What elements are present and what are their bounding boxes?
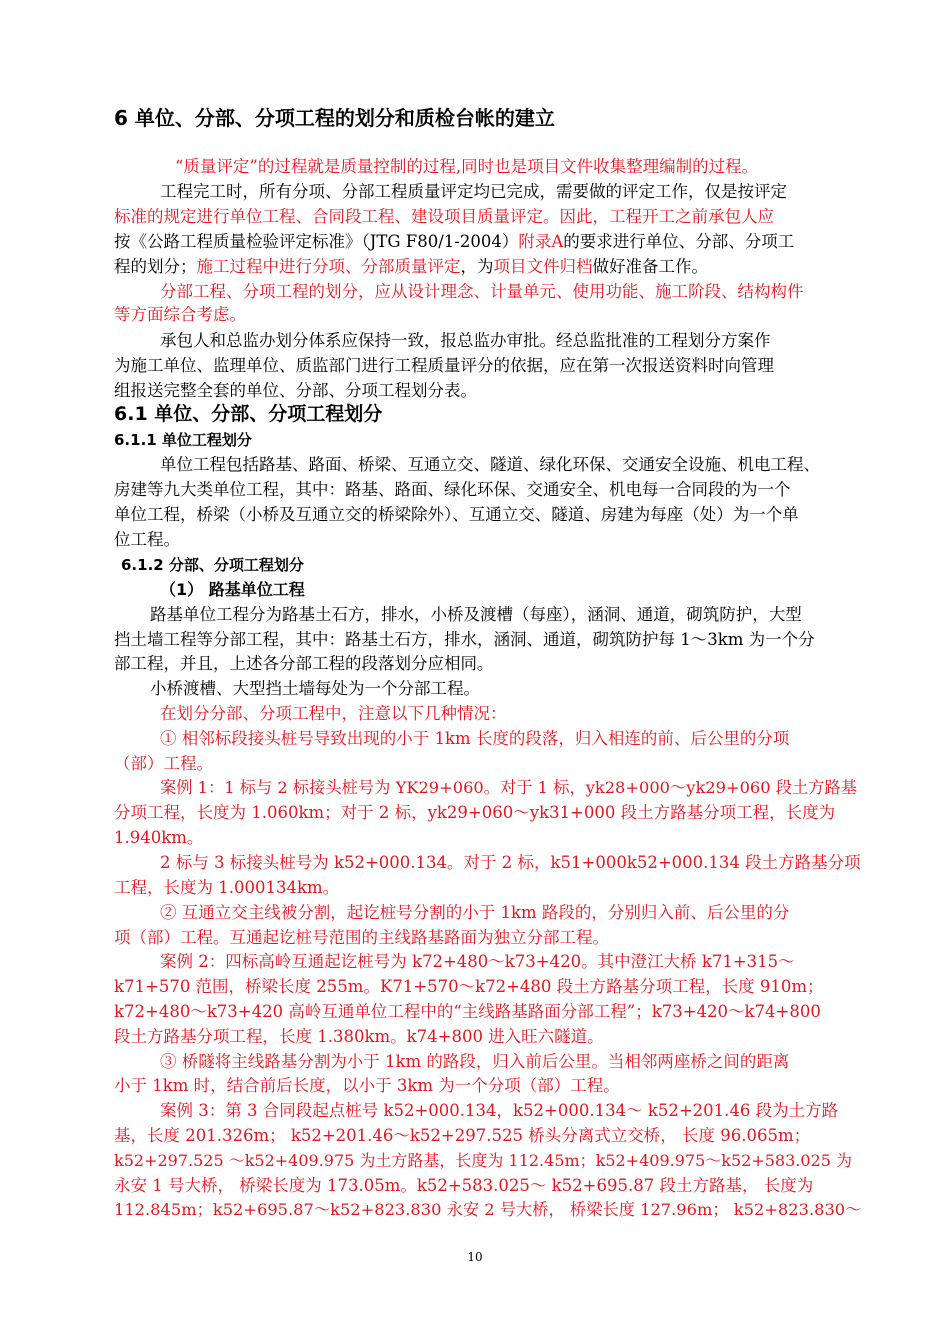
paragraph-line: ① 相邻标段接头桩号导致出现的小于 1km 长度的段落，归入相连的前、后公里的分项	[160, 729, 790, 748]
subsection-heading-1: （1） 路基单位工程	[160, 580, 305, 599]
text-span: 附录A	[518, 232, 564, 251]
paragraph-line	[114, 255, 708, 279]
paragraph-line: 1.940km。	[114, 828, 204, 847]
section-heading-6: 6 单位、分部、分项工程的划分和质检台帐的建立	[114, 106, 555, 130]
paragraph-line: 组报送完整全套的单位、分部、分项工程划分表。	[114, 381, 477, 400]
paragraph-line: 工程完工时，所有分项、分部工程质量评定均已完成，需要做的评定工作，仅是按评定	[160, 182, 787, 201]
paragraph-line: 2 标与 3 标接头桩号为 k52+000.134。对于 2 标，k51+000k52+000.134 段土方路基分项	[160, 853, 861, 872]
paragraph-line: 分项工程，长度为 1.060km；对于 2 标，yk29+060～yk31+000 段土方路基分项工程，长度为	[114, 803, 836, 822]
page-number: 10	[467, 1250, 483, 1264]
paragraph-line: 单位工程，桥梁（小桥及互通立交的桥梁除外）、互通立交、隧道、房建为每座（处）为一个单	[114, 505, 799, 524]
section-heading-6-1-2: 6.1.2 分部、分项工程划分	[121, 556, 304, 574]
paragraph-line: 承包人和总监办划分体系应保持一致，报总监办审批。经总监批准的工程划分方案作	[160, 331, 771, 350]
paragraph-line: 房建等九大类单位工程，其中：路基、路面、绿化环保、交通安全、机电每一合同段的为一个	[114, 480, 791, 499]
text-span: ，为	[460, 257, 494, 276]
paragraph-line: 基，长度 201.326m； k52+201.46～k52+297.525 桥头分离式立交桥， 长度 96.065m；	[114, 1126, 811, 1145]
paragraph-line: 段土方路基分项工程，长度 1.380km。k74+800 进入旺六隧道。	[114, 1027, 604, 1046]
text-span: 做好准备工作。	[592, 257, 708, 276]
paragraph-line: 等方面综合考虑。	[114, 305, 246, 324]
paragraph-line: 为施工单位、监理单位、质监部门进行工程质量评分的依据，应在第一次报送资料时向管理	[114, 356, 774, 375]
paragraph-line: ③ 桥隧将主线路基分割为小于 1km 的路段，归入前后公里。当相邻两座桥之间的距离	[160, 1052, 790, 1071]
text-span: 程的划分；	[114, 257, 197, 276]
paragraph-line: 位工程。	[114, 530, 180, 549]
paragraph-line: 在划分分部、分项工程中，注意以下几种情况：	[160, 704, 507, 723]
paragraph-line: 挡土墙工程等分部工程，其中：路基土石方，排水，涵洞、通道，砌筑防护每 1～3km 为一个分	[114, 630, 815, 649]
paragraph-line: 小于 1km 时，结合前后长度，以小于 3km 为一个分项（部）工程。	[114, 1076, 620, 1095]
paragraph-line: k72+480～k73+420 高岭互通单位工程中的“主线路基路面分部工程”；k73+420～k74+800	[114, 1002, 821, 1021]
paragraph-line: 案例 1：1 标与 2 标接头桩号为 YK29+060。对于 1 标，yk28+000～yk29+060 段土方路基	[160, 778, 858, 797]
paragraph-line: k52+297.525 ～k52+409.975 为土方路基，长度为 112.45m；k52+409.975～k52+583.025 为	[114, 1151, 853, 1170]
paragraph-line: 标准的规定进行单位工程、合同段工程、建设项目质量评定。因此，工程开工之前承包人应	[114, 207, 774, 226]
paragraph-line: k71+570 范围，桥梁长度 255m。K71+570～k72+480 段土方路基分项工程，长度 910m；	[114, 977, 824, 996]
text-span: 施工过程中进行分项、分部质量评定	[196, 257, 461, 276]
section-heading-6-1: 6.1 单位、分部、分项工程划分	[114, 403, 383, 425]
paragraph-line: 案例 3：第 3 合同段起点桩号 k52+000.134，k52+000.134～ k52+201.46 段为土方路	[160, 1101, 839, 1120]
paragraph-line: 案例 2：四标高岭互通起讫桩号为 k72+480～k73+420。其中澄江大桥 k71+315～	[160, 952, 795, 971]
paragraph-line: ② 互通立交主线被分割，起讫桩号分割的小于 1km 路段的，分别归入前、后公里的分	[160, 903, 790, 922]
paragraph-line: 112.845m；k52+695.87～k52+823.830 永安 2 号大桥， 桥梁长度 127.96m； k52+823.830～	[114, 1200, 862, 1219]
text-span: 项目文件归档	[493, 257, 593, 276]
paragraph-line: 工程，长度为 1.000134km。	[114, 878, 340, 897]
paragraph-line: 单位工程包括路基、路面、桥梁、互通立交、隧道、绿化环保、交通安全设施、机电工程、	[160, 455, 820, 474]
section-heading-6-1-1: 6.1.1 单位工程划分	[114, 431, 252, 449]
paragraph-line: 小桥渡槽、大型挡土墙每处为一个分部工程。	[150, 679, 480, 698]
paragraph-line: “质量评定”的过程就是质量控制的过程,同时也是项目文件收集整理编制的过程。	[175, 157, 759, 176]
text-span: 按《公路工程质量检验评定标准》（JTG F80/1-2004）	[114, 232, 519, 251]
text-span: 的要求进行单位、分部、分项工	[563, 232, 795, 251]
paragraph-line: 项（部）工程。互通起讫桩号范围的主线路基路面为独立分部工程。	[114, 928, 609, 947]
paragraph-line: 部工程，并且，上述各分部工程的段落划分应相同。	[114, 654, 494, 673]
paragraph-line: （部）工程。	[114, 754, 213, 773]
paragraph-line	[114, 230, 794, 254]
paragraph-line: 分部工程、分项工程的划分，应从设计理念、计量单元、使用功能、施工阶段、结构构件	[160, 282, 804, 301]
paragraph-line: 永安 1 号大桥， 桥梁长度为 173.05m。k52+583.025～ k52+695.87 段土方路基， 长度为	[114, 1176, 814, 1195]
paragraph-line: 路基单位工程分为路基土石方，排水，小桥及渡槽（每座），涵洞、通道，砌筑防护，大型	[150, 605, 802, 624]
